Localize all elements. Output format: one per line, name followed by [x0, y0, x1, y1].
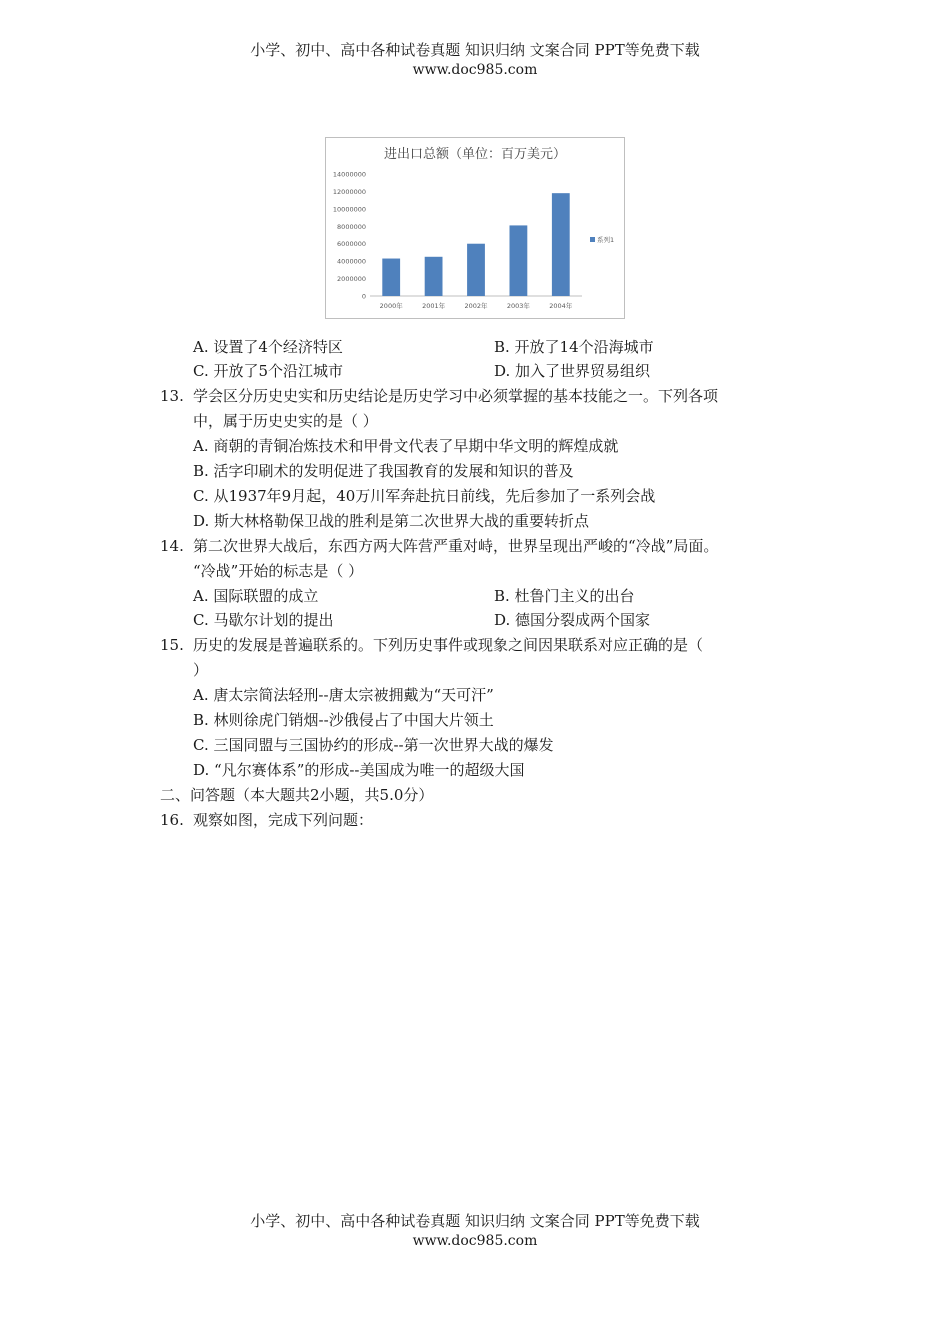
- q12-option-d: D. 加入了世界贸易组织: [494, 362, 651, 380]
- bar-2004年: [552, 193, 570, 296]
- header-url: www.doc985.com: [412, 62, 538, 78]
- x-tick-label: 2001年: [422, 302, 446, 310]
- section-2-heading: 二、问答题（本大题共2小题，共5.0分）: [160, 786, 434, 804]
- y-tick-label: 12000000: [332, 187, 366, 196]
- q16-stem: 观察如图，完成下列问题：: [193, 811, 374, 829]
- y-tick-label: 14000000: [332, 170, 366, 179]
- q12-option-a: A. 设置了4个经济特区: [193, 338, 343, 356]
- footer-url: www.doc985.com: [412, 1233, 538, 1249]
- q14-option-c: C. 马歇尔计划的提出: [193, 611, 334, 629]
- page-footer: [0, 1211, 950, 1251]
- q16-number: 16.: [160, 811, 184, 829]
- chart-title: 进出口总额（单位：百万美元）: [383, 147, 567, 162]
- q13-option-b: B. 活字印刷术的发明促进了我国教育的发展和知识的普及: [193, 462, 574, 480]
- y-tick-label: 6000000: [337, 240, 366, 249]
- x-tick-label: 2003年: [506, 302, 530, 310]
- q14-option-a: A. 国际联盟的成立: [193, 587, 319, 605]
- q14-option-b: B. 杜鲁门主义的出台: [494, 587, 635, 605]
- trade-bar-chart: [325, 137, 625, 319]
- q13-option-a: A. 商朝的青铜冶炼技术和甲骨文代表了早期中华文明的辉煌成就: [193, 437, 619, 455]
- q15-option-c: C. 三国同盟与三国协约的形成--第一次世界大战的爆发: [193, 736, 554, 754]
- page-header: [0, 40, 950, 80]
- x-tick-label: 2004年: [549, 302, 573, 310]
- bar-2002年: [467, 244, 485, 296]
- q13-option-d: D. 斯大林格勒保卫战的胜利是第二次世界大战的重要转折点: [193, 512, 590, 530]
- q15-option-d: D. “凡尔赛体系”的形成--美国成为唯一的超级大国: [193, 761, 525, 779]
- q13-stem-line-1: 学会区分历史史实和历史结论是历史学习中必须掌握的基本技能之一。下列各项: [193, 387, 719, 405]
- q13-number: 13.: [160, 387, 184, 405]
- y-tick-label: 0: [361, 292, 366, 301]
- legend-label: 系列1: [597, 236, 615, 244]
- q13-stem-line-2: 中，属于历史史实的是（ ）: [193, 412, 378, 430]
- q15-number: 15.: [160, 636, 184, 654]
- header-line-1: 小学、初中、高中各种试卷真题 知识归纳 文案合同 PPT等免费下载: [250, 41, 700, 59]
- q15-stem-line-2: ）: [193, 661, 209, 679]
- bar-2001年: [425, 257, 443, 296]
- bar-2000年: [382, 259, 400, 296]
- q12-option-c: C. 开放了5个沿江城市: [193, 362, 344, 380]
- q15-stem-line-1: 历史的发展是普遍联系的。下列历史事件或现象之间因果联系对应正确的是（: [193, 636, 704, 654]
- q12-option-b: B. 开放了14个沿海城市: [494, 338, 654, 356]
- q13-option-c: C. 从1937年9月起，40万川军奔赴抗日前线，先后参加了一系列会战: [193, 487, 656, 505]
- q14-stem-line-1: 第二次世界大战后，东西方两大阵营严重对峙，世界呈现出严峻的“冷战”局面。: [193, 537, 719, 555]
- legend-swatch: [590, 237, 595, 242]
- bar-2003年: [509, 225, 527, 296]
- q14-option-d: D. 德国分裂成两个国家: [494, 611, 651, 629]
- q15-option-a: A. 唐太宗简法轻刑--唐太宗被拥戴为“天可汗”: [193, 686, 494, 704]
- x-tick-label: 2002年: [464, 302, 488, 310]
- y-tick-label: 4000000: [337, 257, 366, 266]
- q15-option-b: B. 林则徐虎门销烟--沙俄侵占了中国大片领土: [193, 711, 494, 729]
- y-tick-label: 2000000: [337, 275, 366, 284]
- footer-line-1: 小学、初中、高中各种试卷真题 知识归纳 文案合同 PPT等免费下载: [250, 1212, 700, 1230]
- x-tick-label: 2000年: [379, 302, 403, 310]
- y-tick-label: 10000000: [332, 205, 366, 214]
- q14-number: 14.: [160, 537, 184, 555]
- y-tick-label: 8000000: [337, 222, 366, 231]
- q14-stem-line-2: “冷战”开始的标志是（ ）: [193, 562, 364, 580]
